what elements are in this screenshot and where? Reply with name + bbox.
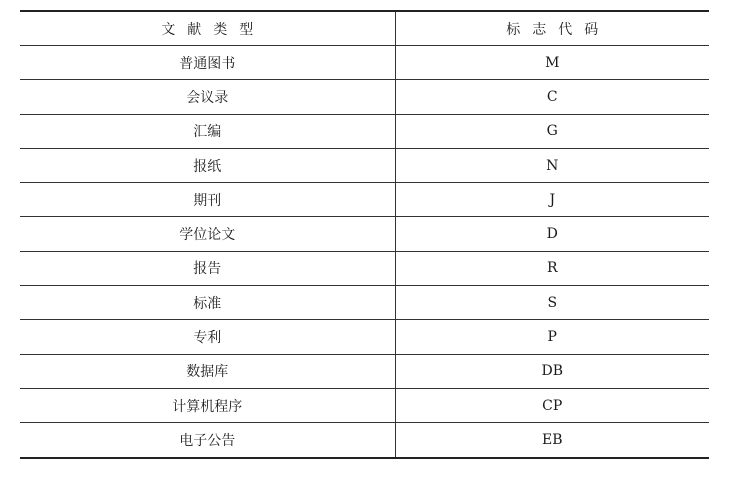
cell-code: EB [395,423,709,458]
cell-code: M [395,46,709,80]
table-row [20,286,709,320]
cell-document-type: 计算机程序 [20,388,395,422]
cell-code: DB [395,354,709,388]
table-row [20,217,709,251]
table-row [20,388,709,422]
cell-code: G [395,114,709,148]
table-row [20,251,709,285]
cell-code: R [395,251,709,285]
table-row [20,354,709,388]
table-row [20,80,709,114]
cell-document-type: 数据库 [20,354,395,388]
cell-code: S [395,286,709,320]
cell-document-type: 汇编 [20,114,395,148]
header-document-type: 文献类型 [20,11,395,46]
document-type-code-table [20,10,709,459]
cell-document-type: 会议录 [20,80,395,114]
table-body [20,46,709,458]
table-row [20,148,709,182]
header-row [20,11,709,46]
cell-document-type: 报纸 [20,148,395,182]
cell-document-type: 标准 [20,286,395,320]
cell-code: C [395,80,709,114]
cell-code: N [395,148,709,182]
cell-document-type: 期刊 [20,183,395,217]
cell-document-type: 学位论文 [20,217,395,251]
cell-code: D [395,217,709,251]
cell-document-type: 报告 [20,251,395,285]
table-row [20,46,709,80]
cell-document-type: 电子公告 [20,423,395,458]
table-row [20,114,709,148]
cell-code: CP [395,388,709,422]
table-row [20,423,709,458]
table-row [20,183,709,217]
cell-code: J [395,183,709,217]
cell-document-type: 专利 [20,320,395,354]
table-header [20,11,709,46]
table-row [20,320,709,354]
header-identifier-code: 标志代码 [395,11,709,46]
document-type-code-table-container [20,10,709,459]
cell-code: P [395,320,709,354]
cell-document-type: 普通图书 [20,46,395,80]
